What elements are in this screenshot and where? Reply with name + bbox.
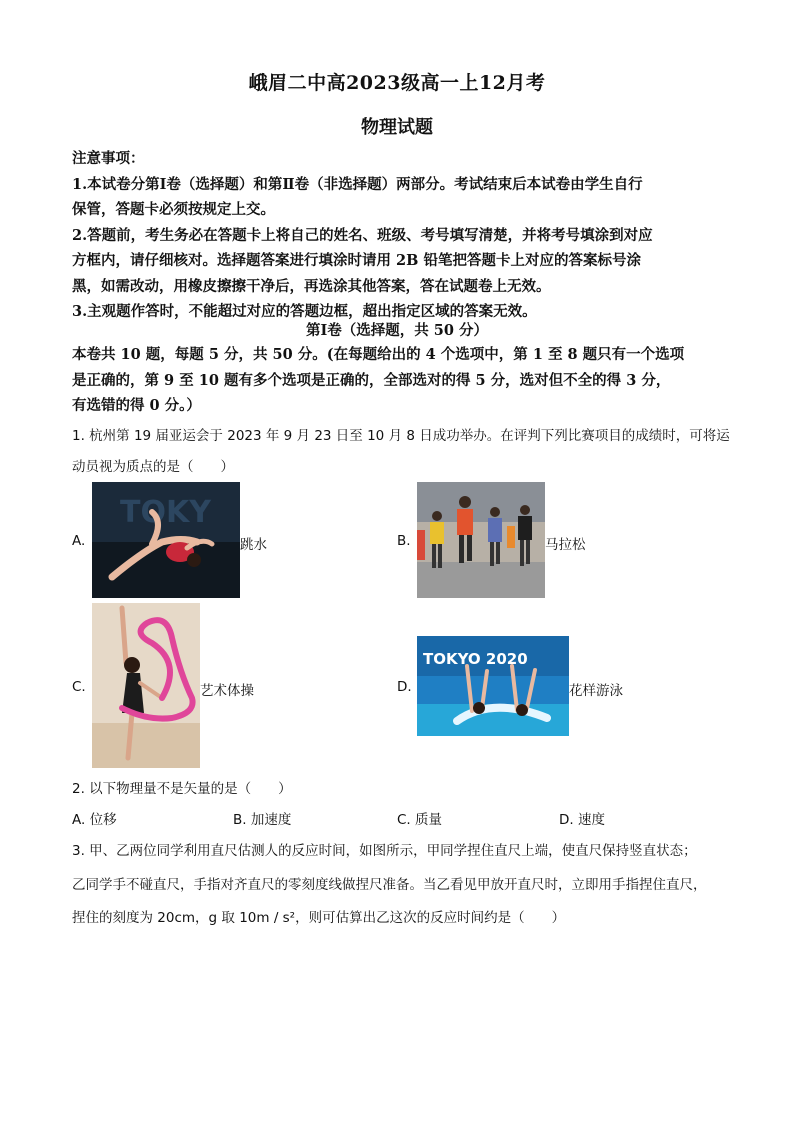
section-intro-line: 是正确的，第 9 至 10 题有多个选项是正确的，全部选对的得 5 分，选对但不全的得 3 分， [72,371,671,389]
q3-stem-line1: 3. 甲、乙两位同学利用直尺估测人的反应时间，如图所示，甲同学捏住直尺上端，使直尺保持竖直状态； [72,843,697,859]
exam-title: 峨眉二中高2023级高一上12月考 [248,72,546,94]
q1-option-a-letter: A. [72,533,86,549]
notice-line: 黑，如需改动，用橡皮擦擦干净后，再选涂其他答案，答在试题卷上无效。 [72,277,551,295]
q1-option-d-label: 花样游泳 [569,683,623,699]
q1-stem-line2: 动员视为质点的是（ ） [72,459,234,475]
swimming-photo [417,636,569,736]
q1-option-d-letter: D. [397,679,412,695]
notice-line: 3.主观题作答时，不能超过对应的答题边框，超出指定区域的答案无效。 [72,303,537,320]
marathon-photo [417,482,545,598]
q2-option-a: A. 位移 [72,812,117,828]
q1-stem-line1: 1. 杭州第 19 届亚运会于 2023 年 9 月 23 日至 10 月 8 日成功举办。在评判下列比赛项目的成绩时，可将运 [72,428,730,444]
q2-option-b: B. 加速度 [233,812,292,828]
q2-stem: 2. 以下物理量不是矢量的是（ ） [72,781,292,797]
tokyo-2020-banner: TOKYO 2020 [423,650,528,668]
notice-line: 2.答题前，考生务必在答题卡上将自己的姓名、班级、考号填写清楚，并将考号填涂到对应 [72,226,653,244]
exam-subject: 物理试题 [361,117,433,138]
q1-option-c-letter: C. [72,679,86,695]
diving-photo [92,482,240,598]
q1-option-a-label: 跳水 [240,537,267,553]
q1-option-b-letter: B. [397,533,411,549]
section-intro-line: 有选错的得 0 分。） [72,397,201,414]
q3-stem-line3: 捏住的刻度为 20cm，g 取 10m / s²，则可估算出乙这次的反应时间约是（ ） [72,910,566,926]
section-intro-line: 本卷共 10 题，每题 5 分，共 50 分。(在每题给出的 4 个选项中，第 1 至 8 题只有一个选项 [72,346,685,363]
svg-text:TOKY: TOKY [120,495,211,530]
notice-block [72,146,732,325]
notice-heading: 注意事项： [72,150,145,167]
q2-option-c: C. 质量 [397,812,443,828]
q1-option-c-label: 艺术体操 [200,683,254,699]
q1-option-b-label: 马拉松 [545,537,586,553]
notice-line: 1.本试卷分第Ⅰ卷（选择题）和第Ⅱ卷（非选择题）两部分。考试结束后本试卷由学生自行 [72,175,643,193]
section-heading: 第Ⅰ卷（选择题，共 50 分） [305,322,489,339]
gymnastics-photo [92,603,200,768]
q2-option-d: D. 速度 [559,812,605,828]
q3-stem-line2: 乙同学手不碰直尺，手指对齐直尺的零刻度线做捏尺准备。当乙看见甲放开直尺时，立即用手指捏住直尺， [72,877,707,893]
notice-line: 保管，答题卡必须按规定上交。 [72,201,275,218]
section-intro [72,342,732,419]
notice-line: 方框内，请仔细核对。选择题答案进行填涂时请用 2B 铅笔把答题卡上对应的答案标号涂 [72,252,641,269]
